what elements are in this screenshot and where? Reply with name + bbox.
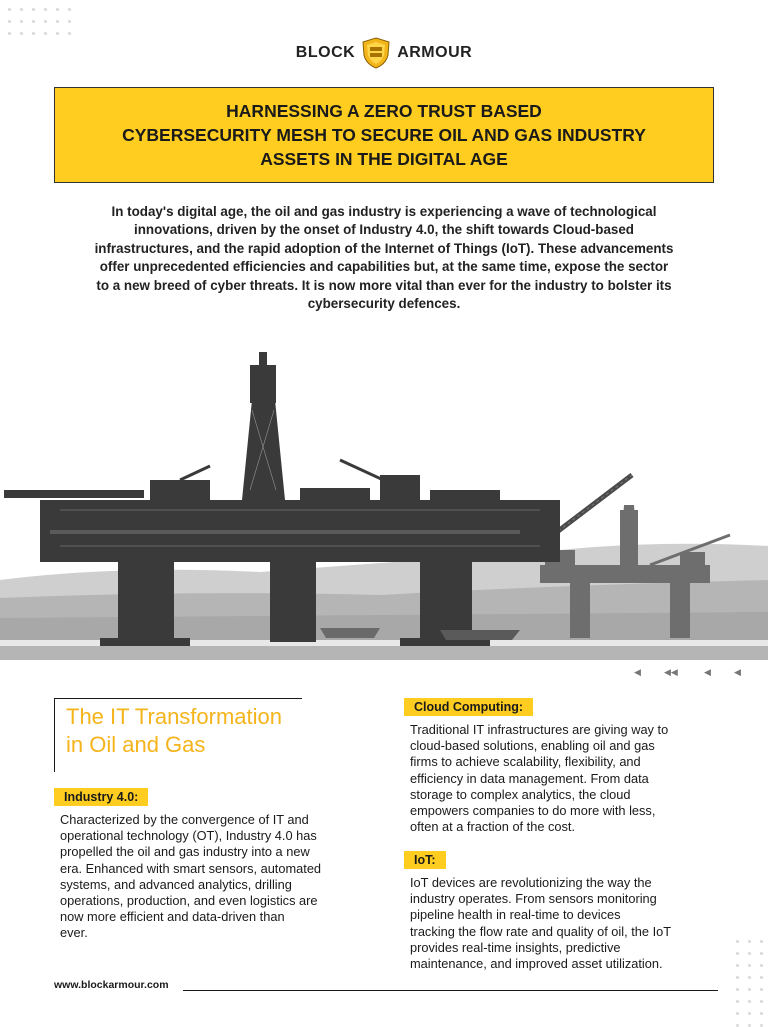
iot-line: pipeline health in real-time to devices xyxy=(410,907,621,923)
arrow-left-icon: ◀ xyxy=(634,668,641,678)
section-heading-line-1: The IT Transformation xyxy=(66,704,283,729)
iot-paragraph xyxy=(410,875,671,972)
intro-line: offer unprecedented efficiencies and capabilities but, at the same time, expose the sector xyxy=(99,259,669,275)
industry40-label: Industry 4.0: xyxy=(54,788,148,806)
iot-line: provides real-time insights, predictive xyxy=(410,939,621,955)
iot-line: tracking the flow rate and quality of oil, the IoT xyxy=(410,923,672,939)
intro-line: innovations, driven by the onset of Industry 4.0, the shift towards Cloud-based xyxy=(134,222,634,238)
intro-line: In today's digital age, the oil and gas industry is experiencing a wave of technological xyxy=(111,204,657,219)
dot-pattern-top-left xyxy=(8,8,71,35)
cloud-computing-paragraph xyxy=(410,722,668,835)
industry40-line: era. Enhanced with smart sensors, automated xyxy=(60,860,322,876)
cloud-line: cloud-based solutions, enabling oil and gas xyxy=(410,738,655,754)
industry40-line: propelled the oil and gas industry into a new xyxy=(60,844,310,860)
arrow-left-icon: ◀ xyxy=(704,668,711,678)
cloud-line: firms to achieve scalability, flexibility, and xyxy=(410,754,641,770)
industry40-line: Characterized by the convergence of IT and xyxy=(60,812,309,827)
section-heading-line-2: in Oil and Gas xyxy=(66,732,206,757)
dot-pattern-bottom-right xyxy=(736,940,763,1027)
arrow-left-icon: ◀◀ xyxy=(664,668,678,678)
decorative-arrows xyxy=(630,668,750,684)
industry40-paragraph xyxy=(60,812,321,942)
brand-logo xyxy=(0,38,768,68)
shield-logo-icon xyxy=(361,37,391,69)
footer-website-link[interactable]: www.blockarmour.com xyxy=(54,979,169,991)
cloud-line: Traditional IT infrastructures are giving way to xyxy=(410,722,669,737)
cloud-line: often at a fraction of the cost. xyxy=(410,819,576,835)
intro-paragraph xyxy=(55,203,713,313)
title-line-3: ASSETS IN THE DIGITAL AGE xyxy=(260,149,508,169)
title-banner xyxy=(54,87,714,183)
section-heading xyxy=(66,703,366,759)
industry40-line: operations, production, and even logistics are xyxy=(60,893,318,909)
iot-line: industry operates. From sensors monitoring xyxy=(410,891,657,907)
intro-line: cybersecurity defences. xyxy=(307,296,461,312)
iot-label: IoT: xyxy=(404,851,446,869)
industry40-line: operational technology (OT), Industry 4.0 has xyxy=(60,828,317,844)
brand-name-right: ARMOUR xyxy=(397,44,473,61)
industry40-line: now more efficient and data-driven than xyxy=(60,909,285,925)
cloud-line: efficiency in data management. From data xyxy=(410,770,649,786)
cloud-line: storage to complex analytics, the cloud xyxy=(410,786,631,802)
iot-line: maintenance, and improved asset utilization. xyxy=(410,956,663,972)
intro-line: infrastructures, and the rapid adoption of the Internet of Things (IoT). These advancements xyxy=(94,240,674,256)
cloud-computing-label: Cloud Computing: xyxy=(404,698,533,716)
brand-name-left: BLOCK xyxy=(295,44,356,61)
industry40-line: systems, and advanced analytics, drilling xyxy=(60,876,292,892)
oil-rig-illustration xyxy=(0,340,768,660)
iot-line: IoT devices are revolutionizing the way the xyxy=(410,875,652,890)
cloud-line: empowers companies to do more with less, xyxy=(410,803,656,819)
title-line-1: HARNESSING A ZERO TRUST BASED xyxy=(226,101,542,121)
title-line-2: CYBERSECURITY MESH TO SECURE OIL AND GAS INDUSTRY xyxy=(122,125,646,145)
industry40-line: ever. xyxy=(60,925,88,941)
arrow-left-icon: ◀ xyxy=(734,668,741,678)
intro-line: to a new breed of cyber threats. It is now more vital than ever for the industry to bolster its xyxy=(96,277,672,293)
footer-divider xyxy=(183,990,718,991)
